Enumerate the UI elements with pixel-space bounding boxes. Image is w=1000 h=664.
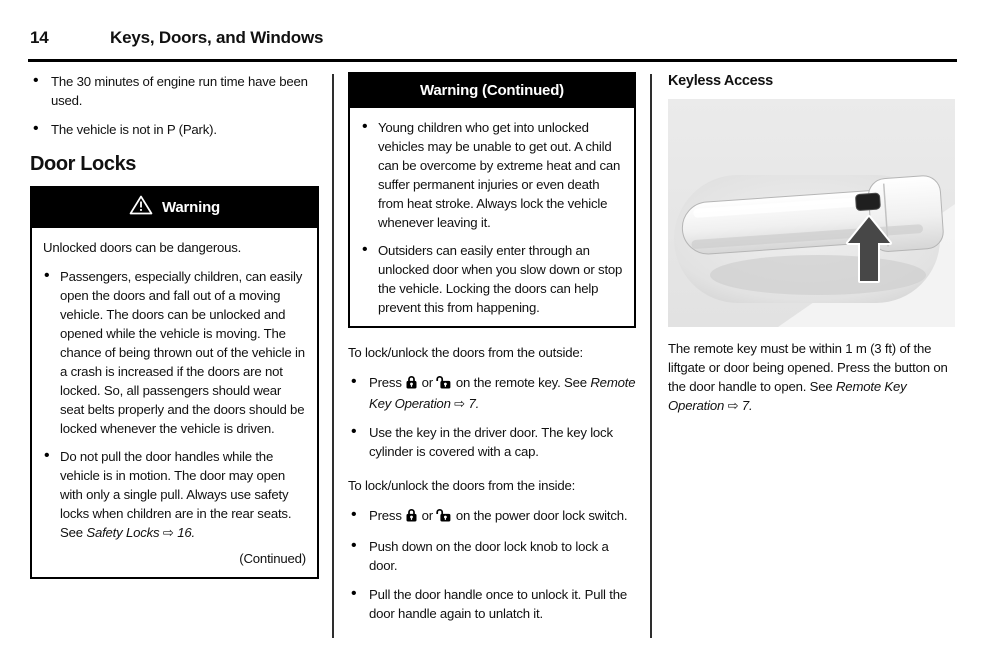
warning-box-header bbox=[32, 188, 317, 228]
left-column bbox=[30, 72, 319, 579]
instruction-text: Press bbox=[369, 375, 406, 390]
handle-scoop-shadow bbox=[710, 255, 926, 295]
cross-reference: Safety Locks bbox=[86, 525, 160, 540]
column-divider bbox=[650, 74, 652, 638]
instruction-bullet: • Pull the door handle once to unlock it. Pull the door handle again to unlatch it. bbox=[348, 585, 636, 623]
warning-triangle-icon bbox=[129, 195, 153, 220]
continued-label: (Continued) bbox=[239, 551, 306, 566]
instruction-text: Press bbox=[369, 508, 406, 523]
cross-reference: Remote Key Operation bbox=[668, 379, 907, 413]
inside-instructions-list bbox=[348, 506, 636, 623]
outside-instructions-list bbox=[348, 373, 636, 461]
instruction-text: on the power door lock switch. bbox=[452, 508, 628, 523]
keyless-paragraph bbox=[668, 339, 957, 415]
warning-bullet: • Passengers, especially children, can easily open the doors and fall out of a moving vehicle. The doors can be unlocked and opened while the vehicle is moving. The chance of being thrown out of the vehicle in a crash is increased if the doors are not locked. So, all passengers should wear seat belts properly and the doors should be locked whenever the vehicle is driven. bbox=[43, 267, 306, 438]
cross-reference-page: 7. bbox=[468, 396, 480, 411]
cross-reference-page: 16. bbox=[177, 525, 195, 540]
instruction-bullet: • Use the key in the driver door. The key lock cylinder is covered with a cap. bbox=[348, 423, 636, 461]
intro-bullet: • The vehicle is not in P (Park). bbox=[30, 120, 319, 139]
unlock-icon bbox=[436, 375, 452, 394]
warning-title: Warning bbox=[161, 199, 221, 216]
warning-bullet-text: Do not pull the door handles while the vehicle is in motion. The door may open with only a single pull. Always use safety locks when children are in the rear seats. See bbox=[60, 449, 292, 540]
reference-arrow-icon: ⇨ bbox=[724, 398, 742, 413]
reference-arrow-icon: ⇨ bbox=[159, 525, 178, 540]
unlock-icon bbox=[436, 508, 452, 527]
lock-icon bbox=[405, 508, 418, 527]
door-handle-figure bbox=[668, 99, 955, 327]
page-title: Keys, Doors, and Windows bbox=[110, 28, 324, 47]
instruction-text: on the remote key. See bbox=[452, 375, 591, 390]
intro-bullet: • The 30 minutes of engine run time have been used. bbox=[30, 72, 319, 110]
warning-box bbox=[30, 186, 319, 579]
intro-bullet-list bbox=[30, 72, 319, 139]
inside-instructions-heading: To lock/unlock the doors from the inside: bbox=[348, 478, 576, 493]
cross-reference-page: 7. bbox=[741, 398, 753, 413]
right-column bbox=[668, 72, 957, 415]
instruction-text: or bbox=[418, 375, 437, 390]
keyless-access-heading: Keyless Access bbox=[668, 73, 773, 89]
warning-continued-header bbox=[350, 74, 634, 108]
lock-icon bbox=[405, 375, 418, 394]
page-number: 14 bbox=[30, 28, 49, 47]
column-divider bbox=[332, 74, 334, 638]
outside-instructions-heading: To lock/unlock the doors from the outside: bbox=[348, 345, 583, 360]
reference-arrow-icon: ⇨ bbox=[450, 396, 469, 411]
cross-reference: Remote Key Operation bbox=[369, 375, 636, 411]
keyless-button bbox=[855, 193, 880, 211]
warning-bullet bbox=[43, 447, 306, 542]
warning-bullet: • Outsiders can easily enter through an unlocked door when you slow down or stop the vehicle. Locking the doors can help prevent this from happening. bbox=[361, 241, 623, 317]
instruction-bullet bbox=[348, 373, 636, 413]
warning-bullet: • Young children who get into unlocked vehicles may be unable to get out. A child can be overcome by extreme heat and can suffer permanent injuries or even death from heat stroke. Always lock the vehicle whenever leaving it. bbox=[361, 118, 623, 232]
warning-continued-title: Warning (Continued) bbox=[420, 82, 564, 99]
warning-continued-box bbox=[348, 72, 636, 328]
warning-intro: Unlocked doors can be dangerous. bbox=[43, 240, 242, 255]
keyless-text: The remote key must be within 1 m (3 ft) of the liftgate or door being opened. Press the button on the door handle to open. See bbox=[668, 341, 948, 394]
instruction-bullet bbox=[348, 506, 636, 527]
warning-continued-body bbox=[350, 108, 634, 326]
instruction-text: or bbox=[418, 508, 437, 523]
warning-box-body bbox=[32, 228, 317, 577]
section-heading-door-locks: Door Locks bbox=[30, 153, 137, 175]
header-rule bbox=[28, 59, 957, 62]
middle-column bbox=[348, 72, 636, 623]
instruction-bullet: • Push down on the door lock knob to lock a door. bbox=[348, 537, 636, 575]
